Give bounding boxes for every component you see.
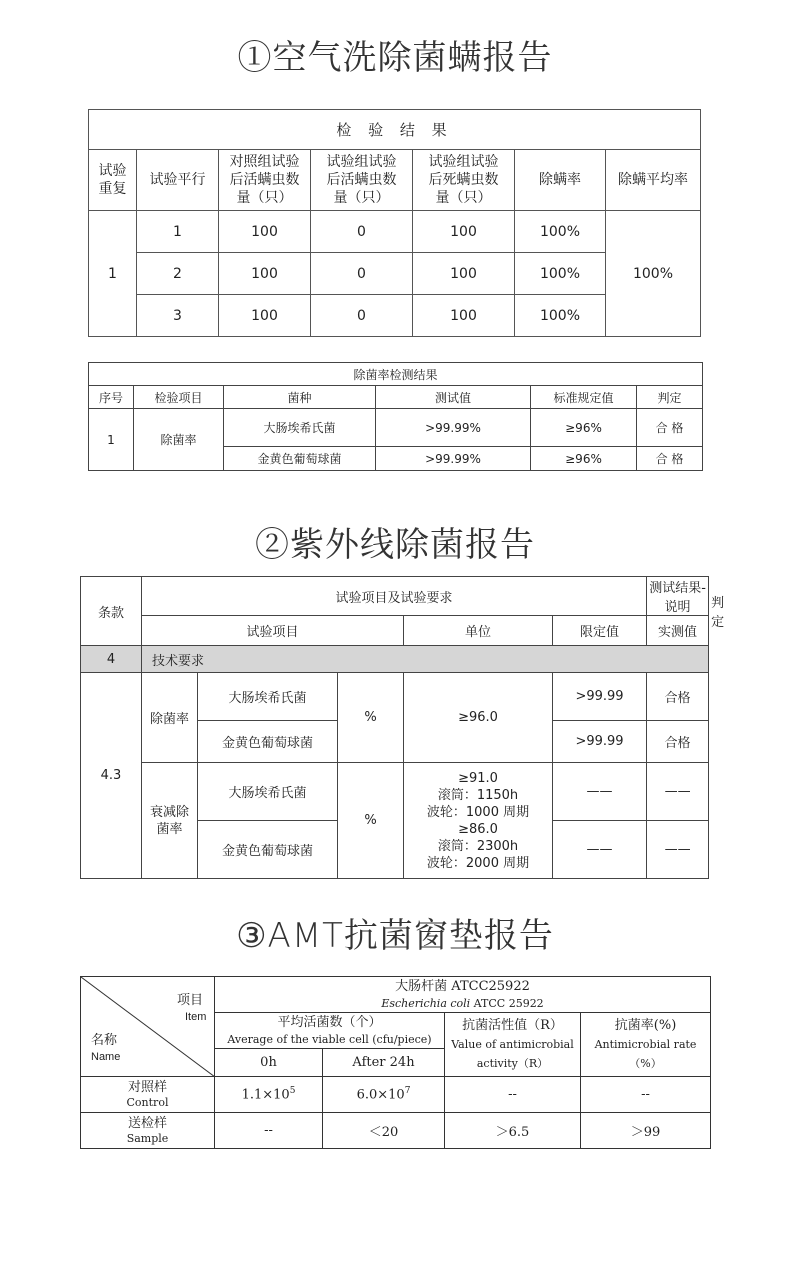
- section3-title: ③AMT抗菌窗垫报告: [236, 916, 554, 956]
- table-row: 2 100 0 100 100%: [89, 253, 701, 295]
- table-row: 金黄色葡萄球菌 >99.99% ≥96% 合 格: [89, 447, 703, 471]
- col-test-dead: 试验组试验 后死螨虫数 量（只）: [413, 150, 515, 211]
- average-cell: 100%: [606, 211, 701, 337]
- col-repeat: 试验 重复: [89, 150, 137, 211]
- col-rate: 除螨率: [515, 150, 606, 211]
- table-row: 金黄色葡萄球菌 >99.99 合格: [81, 721, 709, 763]
- table-header: 检 验 结 果: [89, 110, 701, 150]
- corner-header: 项目 Item 名称 Name: [81, 977, 215, 1077]
- strain-header: 大肠杆菌 ATCC25922 Escherichia coli ATCC 25922: [215, 977, 711, 1013]
- bacteria-removal-table: [88, 362, 703, 471]
- mite-removal-table: [88, 109, 701, 337]
- table-row: 对照样 Control $1.1\times 10^5$ $6.0\times 10^7$ -- --: [81, 1077, 711, 1113]
- repeat-cell: 1: [89, 211, 137, 337]
- section2-title: ②紫外线除菌报告: [255, 525, 535, 565]
- table-row: 1 除菌率 大肠埃希氏菌 >99.99% ≥96% 合 格: [89, 409, 703, 447]
- amt-report-table: 项目 Item 名称 Name 大肠杆菌 ATCC25922 Escherichia coli ATCC 25922 平均活菌数（个） Average of the viable cell (cfu/piece) 抗菌活性值（R） Value of antimicrobial activity（R） 抗菌率(%) Antimicrobial rate （%） 0h After 24h 对照样 Control $1.1\times 10^5$ $6.0\times 10^7$ -- -- 送检样 Sample -- ＜20 ＞6.5 ＞99: [80, 976, 711, 1149]
- table-title: 除菌率检测结果: [89, 363, 703, 386]
- col-average: 除螨平均率: [606, 150, 701, 211]
- table-row: 送检样 Sample -- ＜20 ＞6.5 ＞99: [81, 1113, 711, 1149]
- section-row-tech: 4 技术要求: [81, 646, 709, 673]
- section1-title: ①空气洗除菌螨报告: [237, 38, 553, 78]
- col-control: 对照组试验 后活螨虫数 量（只）: [219, 150, 311, 211]
- column-header-row: 序号 检验项目 菌种 测试值 标准规定值 判定: [89, 386, 703, 409]
- table-row: 4.3 除菌率 大肠埃希氏菌 % ≥96.0 >99.99 合格: [81, 673, 709, 721]
- table-row: 1 1 100 0 100 100% 100%: [89, 211, 701, 253]
- col-test-live: 试验组试验 后活螨虫数 量（只）: [311, 150, 413, 211]
- col-parallel: 试验平行: [137, 150, 219, 211]
- table-row: 衰减除 菌率 大肠埃希氏菌 % ≥91.0 滚筒：1150h 波轮：1000 周期 ≥86.0 滚筒：2300h 波轮：2000 周期 —— ——: [81, 763, 709, 821]
- uv-report-table: 条款 试验项目及试验要求 测试结果-说明 判定 试验项目 单位 限定值 实测值 4 技术要求 4.3 除菌率 大肠埃希氏菌 % ≥96.0 >99.99 合格 金黄色葡萄球菌 >99.99 合格 衰减除 菌率 大肠埃希氏菌 % ≥91.0 滚筒：1150h 波轮：1000 周期 ≥86.0 滚筒：2300h 波轮：2000 周期 —— —— 金黄色葡萄球菌 —— ——: [80, 576, 709, 879]
- table-row: 金黄色葡萄球菌 —— ——: [81, 821, 709, 879]
- column-header-row: [89, 150, 701, 211]
- table-row: 3 100 0 100 100%: [89, 295, 701, 337]
